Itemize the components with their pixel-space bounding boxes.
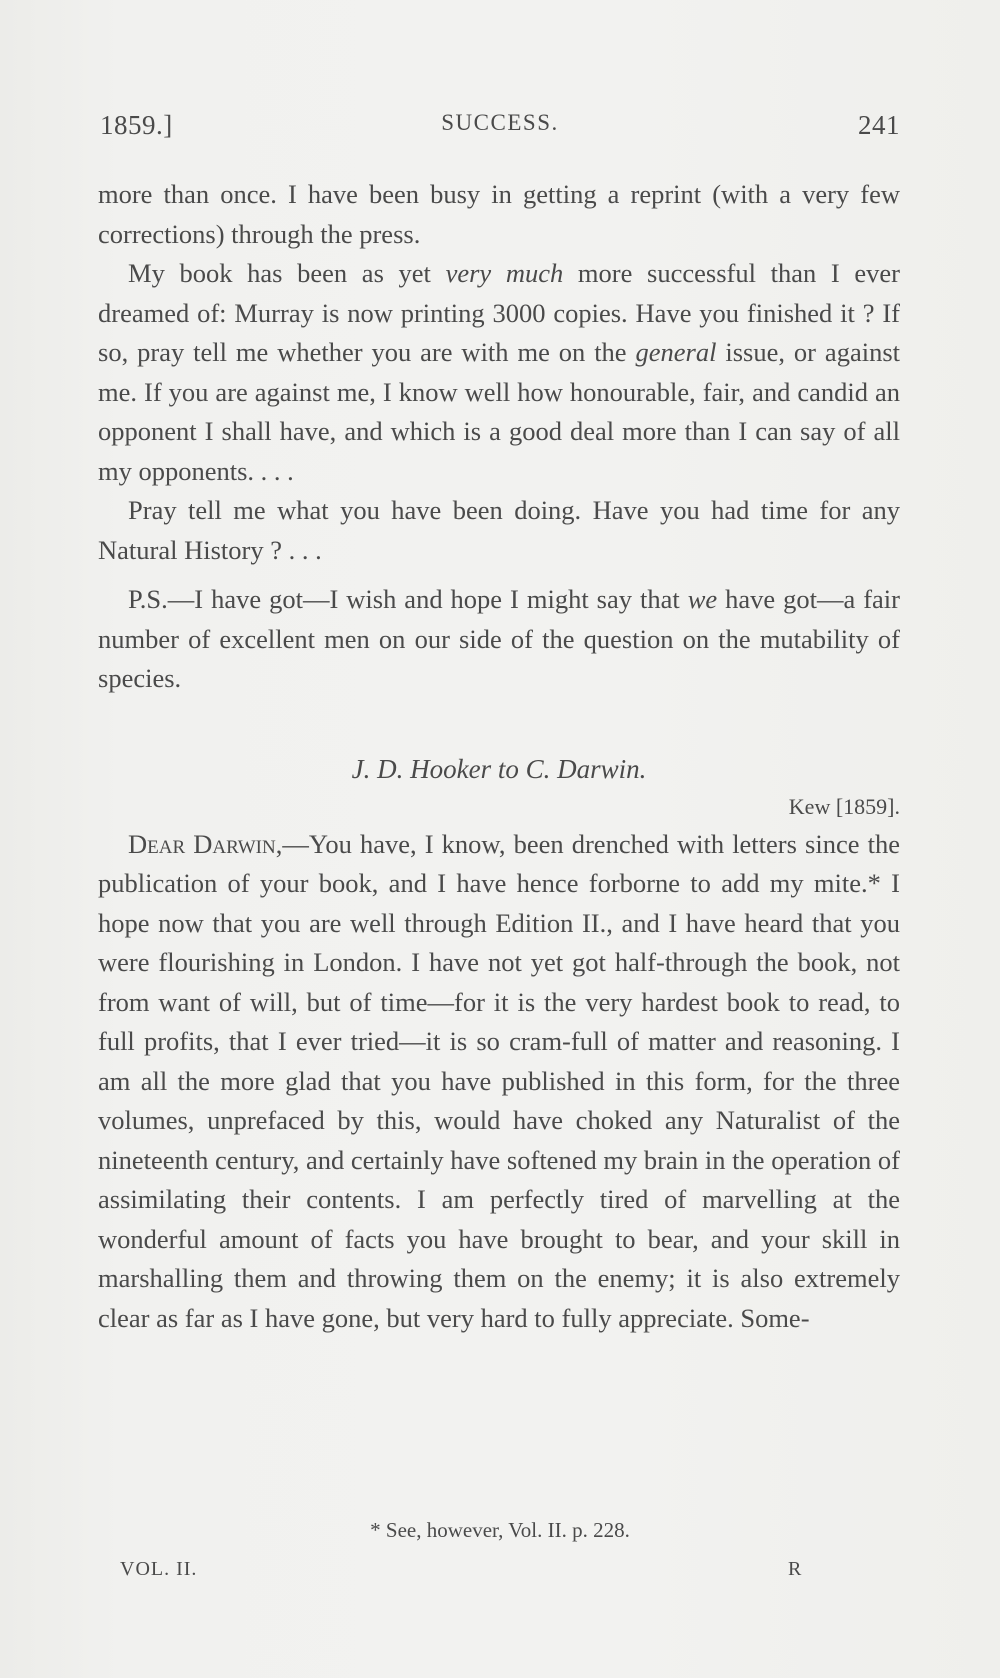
letter-dateline: Kew [1859]. (788, 793, 900, 819)
body-text (98, 175, 900, 1338)
paragraph-text: My book has been as yet (128, 258, 446, 288)
paragraph-continuation: more than once. I have been busy in getting a reprint (with a very few corrections) through the press. (98, 179, 900, 249)
footnote: * See, however, Vol. II. p. 228. (370, 1518, 630, 1542)
paragraph-text: more successful than I ever dreamed of: Murray is now printing 3000 copies. Have you finished it ? If so, pray tell me whether you are with me on the (98, 258, 900, 367)
signature-mark: R (788, 1558, 803, 1580)
letter-body-text: —You have, I know, been drenched with letters since the publication of your book, and I have hence forborne to add my mite.* I hope now that you are well through Edition II., and I have heard that you were flourishing in London. I have not yet got half-through the book, not from want of will, but of time—for it is the very hardest book to read, to full profits, that I ever tried—it is so cram-full of matter and reasoning. I am all the more glad that you have published in this form, for the three volumes, unprefaced by this, would have choked any Naturalist of the nineteenth century, and certainly have softened my brain in the operation of assimilating their contents. I am perfectly tired of marvelling at the wonderful amount of facts you have brought to bear, and your skill in marshalling them and throwing them on the enemy; it is also extremely clear as far as I have gone, but very hard to fully appreciate. Some- (98, 828, 900, 1333)
running-head-title: SUCCESS. (441, 110, 559, 135)
signature-line (120, 1558, 820, 1588)
letter-salutation: Dear Darwin, (128, 828, 283, 859)
paragraph-book-success (98, 254, 900, 491)
running-head-year: 1859.] (100, 110, 173, 140)
letter-body (98, 825, 900, 1339)
volume-signature: VOL. II. (120, 1558, 198, 1580)
paragraph-natural-history: Pray tell me what you have been doing. Have you had time for any Natural History ? . . . (98, 495, 900, 565)
emphasis-text: we (687, 584, 718, 614)
page-number: 241 (858, 110, 900, 140)
emphasis-text: general (635, 337, 717, 367)
paragraph-text: issue, or against me. If you are against me, I know well how honourable, fair, and candid an opponent I shall have, and which is a good deal more than I can say of all my opponents. . . . (98, 337, 900, 486)
emphasis-text: very much (445, 258, 564, 288)
paragraph-postscript (98, 580, 900, 699)
letter-heading: J. D. Hooker to C. Darwin. (351, 753, 647, 784)
running-head (100, 110, 900, 150)
paragraph-text: have got—a fair number of excellent men on our side of the question on the mutability of species. (98, 584, 900, 693)
paragraph-text: P.S.—I have got—I wish and hope I might say that (128, 584, 688, 614)
